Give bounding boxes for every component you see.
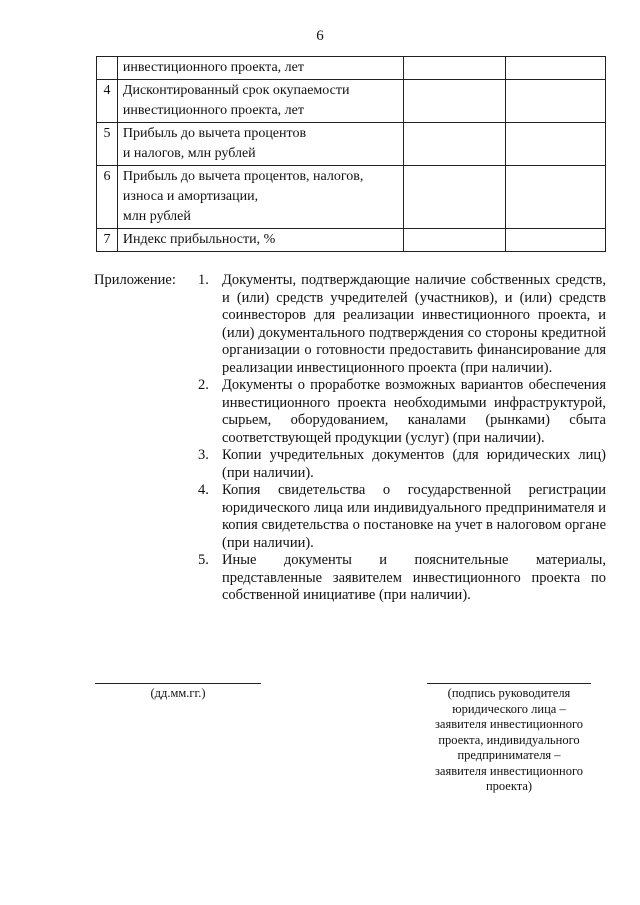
row-number bbox=[97, 57, 118, 80]
appendix-item-text: Иные документы и пояснительные материалы, представленные заявителем инвестиционного проекта по собственной инициативе (при наличии). bbox=[222, 552, 606, 603]
indicator-name bbox=[117, 229, 403, 252]
indicator-name-line: инвестиционного проекта, лет bbox=[122, 60, 304, 75]
appendix-item bbox=[198, 272, 606, 377]
value-cell bbox=[505, 166, 605, 229]
value-cell bbox=[403, 57, 505, 80]
value-cell bbox=[505, 123, 605, 166]
table-row bbox=[97, 123, 606, 166]
signature-caption-line: заявителя инвестиционного bbox=[434, 717, 584, 731]
table-row bbox=[97, 166, 606, 229]
indicators-table bbox=[96, 56, 606, 252]
signature-caption-line: (подпись руководителя bbox=[447, 686, 571, 700]
row-number: 7 bbox=[97, 229, 118, 252]
appendix-item-text: Копии учредительных документов (для юридических лиц) (при наличии). bbox=[222, 447, 606, 481]
value-cell bbox=[403, 123, 505, 166]
table-row bbox=[97, 229, 606, 252]
appendix-item-text: Документы, подтверждающие наличие собственных средств, и (или) средств учредителей (участников), и (или) средств соинвесторов для реализации инвестиционного проекта, и (или) документального подтверждения со стороны кредитной организации о готовности предоставить финансирование для реализации инвестиционного проекта (при наличии). bbox=[222, 272, 606, 376]
indicator-name bbox=[117, 123, 403, 166]
indicator-name bbox=[117, 166, 403, 229]
table-row bbox=[97, 57, 606, 80]
indicator-name bbox=[117, 57, 403, 80]
value-cell bbox=[403, 166, 505, 229]
value-cell bbox=[403, 80, 505, 123]
value-cell bbox=[505, 80, 605, 123]
row-number: 6 bbox=[97, 166, 118, 229]
value-cell bbox=[505, 229, 605, 252]
page-number: 6 bbox=[316, 28, 324, 44]
signature-caption-line: юридического лица – bbox=[452, 701, 566, 716]
appendix-item bbox=[198, 447, 606, 482]
value-cell bbox=[403, 229, 505, 252]
indicator-name-line: Прибыль до вычета процентов, налогов, bbox=[122, 169, 364, 184]
signature-caption-line: предпринимателя – bbox=[457, 748, 561, 762]
date-signature-line bbox=[95, 683, 261, 684]
appendix-item bbox=[198, 377, 606, 447]
appendix-item bbox=[198, 552, 606, 605]
row-number: 5 bbox=[97, 123, 118, 166]
appendix-item-number: 3. bbox=[198, 447, 209, 463]
indicator-name-line: Индекс прибыльности, % bbox=[122, 232, 276, 247]
appendix-item-number: 4. bbox=[198, 482, 209, 498]
appendix-label: Приложение: bbox=[94, 272, 176, 288]
signature-line bbox=[427, 683, 591, 684]
signature-caption-line: проекта) bbox=[485, 779, 533, 793]
indicator-name-line: Прибыль до вычета процентов bbox=[122, 126, 307, 141]
table-row bbox=[97, 80, 606, 123]
appendix-item-text: Копия свидетельства о государственной регистрации юридического лица или индивидуального предпринимателя и копия свидетельства о постановке на учет в налоговом органе (при наличии). bbox=[222, 482, 606, 551]
appendix-item-text: Документы о проработке возможных вариантов обеспечения инвестиционного проекта необходимыми инфраструктурой, сырьем, оборудованием, каналами (рынками) сбыта соответствующей продукции (услуг) (при наличии). bbox=[222, 377, 606, 446]
appendix-item-number: 5. bbox=[198, 552, 209, 568]
date-caption: (дд.мм.гг.) bbox=[150, 686, 206, 700]
indicator-name-line: инвестиционного проекта, лет bbox=[122, 103, 304, 118]
appendix-item-number: 1. bbox=[198, 272, 209, 288]
signature-caption bbox=[417, 686, 601, 795]
appendix-item-number: 2. bbox=[198, 377, 209, 393]
indicator-name-line: млн рублей bbox=[122, 209, 191, 224]
indicator-name bbox=[117, 80, 403, 123]
row-number: 4 bbox=[97, 80, 118, 123]
indicator-name-line: и налогов, млн рублей bbox=[122, 146, 256, 161]
appendix-list bbox=[198, 272, 606, 605]
indicator-name-line: Дисконтированный срок окупаемости bbox=[122, 83, 350, 98]
signature-caption-line: заявителя инвестиционного bbox=[434, 763, 584, 778]
indicator-name-line: износа и амортизации, bbox=[122, 189, 259, 204]
value-cell bbox=[505, 57, 605, 80]
appendix-item bbox=[198, 482, 606, 552]
signature-caption-line: проекта, индивидуального bbox=[438, 732, 580, 747]
